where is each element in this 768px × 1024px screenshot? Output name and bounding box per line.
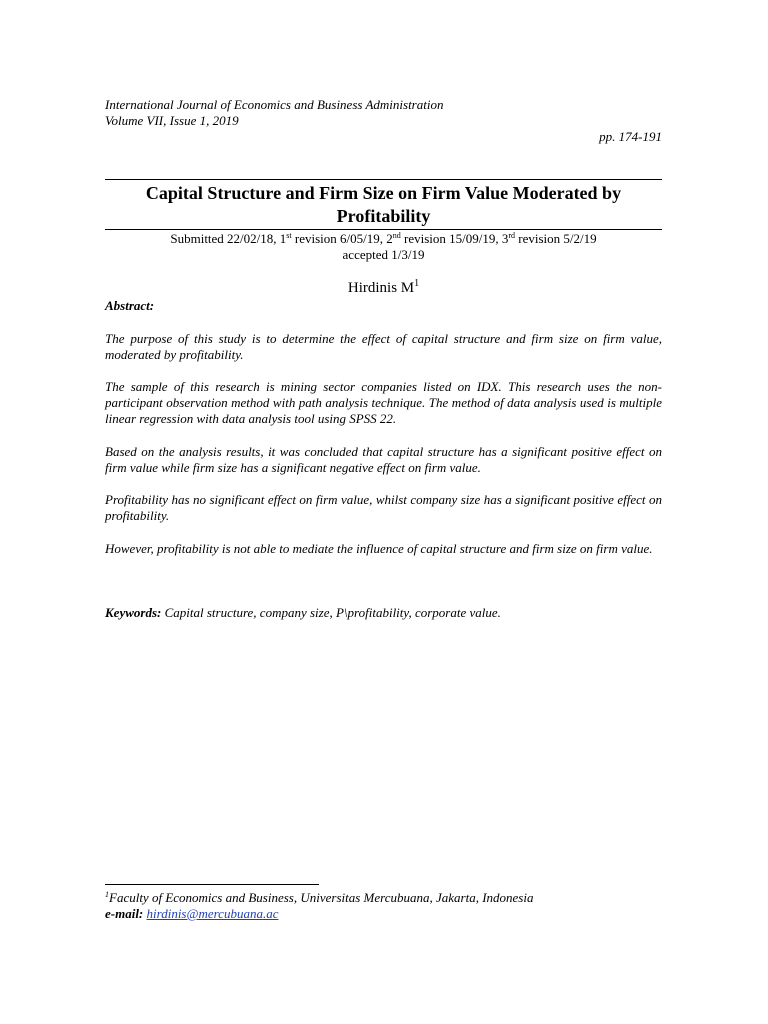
email-label: e-mail: [105,906,144,921]
accepted-date: accepted 1/3/19 [342,247,425,262]
footnote [105,890,533,922]
email-link[interactable]: hirdinis@mercubuana.ac [146,906,279,921]
author-name: Hirdinis M [347,280,415,296]
author-sup: 1 [414,278,420,289]
keywords-text: Capital structure, company size, P\profitability, corporate value. [161,605,501,620]
footnote-rule [105,884,319,885]
keywords-label: Keywords: [105,605,162,620]
abstract-paragraph-1: The purpose of this study is to determine the effect of capital structure and firm size on firm value, moderated by profitability. [105,331,662,362]
rev3-sup: rd [508,231,516,240]
rev2-sup: nd [392,231,401,240]
journal-name: International Journal of Economics and Business Administration [105,97,444,112]
abstract-paragraph-4: Profitability has no significant effect on firm value, whilst company size has a significant positive effect on profitability. [105,492,662,523]
title-top-rule [105,179,662,180]
author [105,280,662,297]
abstract-paragraph-2: The sample of this research is mining sector companies listed on IDX. This research uses the non-participant observation method with path analysis technique. The method of data analysis used is multiple linear regression with data analysis tool using SPSS 22. [105,379,662,426]
paper-title: Capital Structure and Firm Size on Firm Value Moderated by Profitability [145,183,622,226]
footnote-sup: 1 [105,890,109,899]
footnote-email-line [105,906,533,922]
revision-3: revision 5/2/19 [515,231,597,246]
revision-line [105,231,662,247]
rev1-sup: st [286,231,292,240]
revision-2: revision 15/09/19, 3 [400,231,509,246]
journal-volume: Volume VII, Issue 1, 2019 [105,113,239,128]
submission-history [105,231,662,263]
footnote-affiliation-line [105,890,533,906]
page-range: pp. 174-191 [599,129,662,144]
journal-header [105,97,443,129]
footnote-affiliation: Faculty of Economics and Business, Universitas Mercubuana, Jakarta, Indonesia [109,890,534,905]
abstract-heading: Abstract: [105,298,155,313]
abstract-paragraph-5: However, profitability is not able to mediate the influence of capital structure and firm size on firm value. [105,541,653,556]
submitted-date: Submitted 22/02/18, 1 [170,231,287,246]
abstract-paragraph-3: Based on the analysis results, it was concluded that capital structure has a significant positive effect on firm value while firm size has a significant negative effect on firm value. [105,444,662,475]
revision-1: revision 6/05/19, 2 [291,231,393,246]
title-bottom-rule [105,229,662,230]
keywords [105,605,662,621]
